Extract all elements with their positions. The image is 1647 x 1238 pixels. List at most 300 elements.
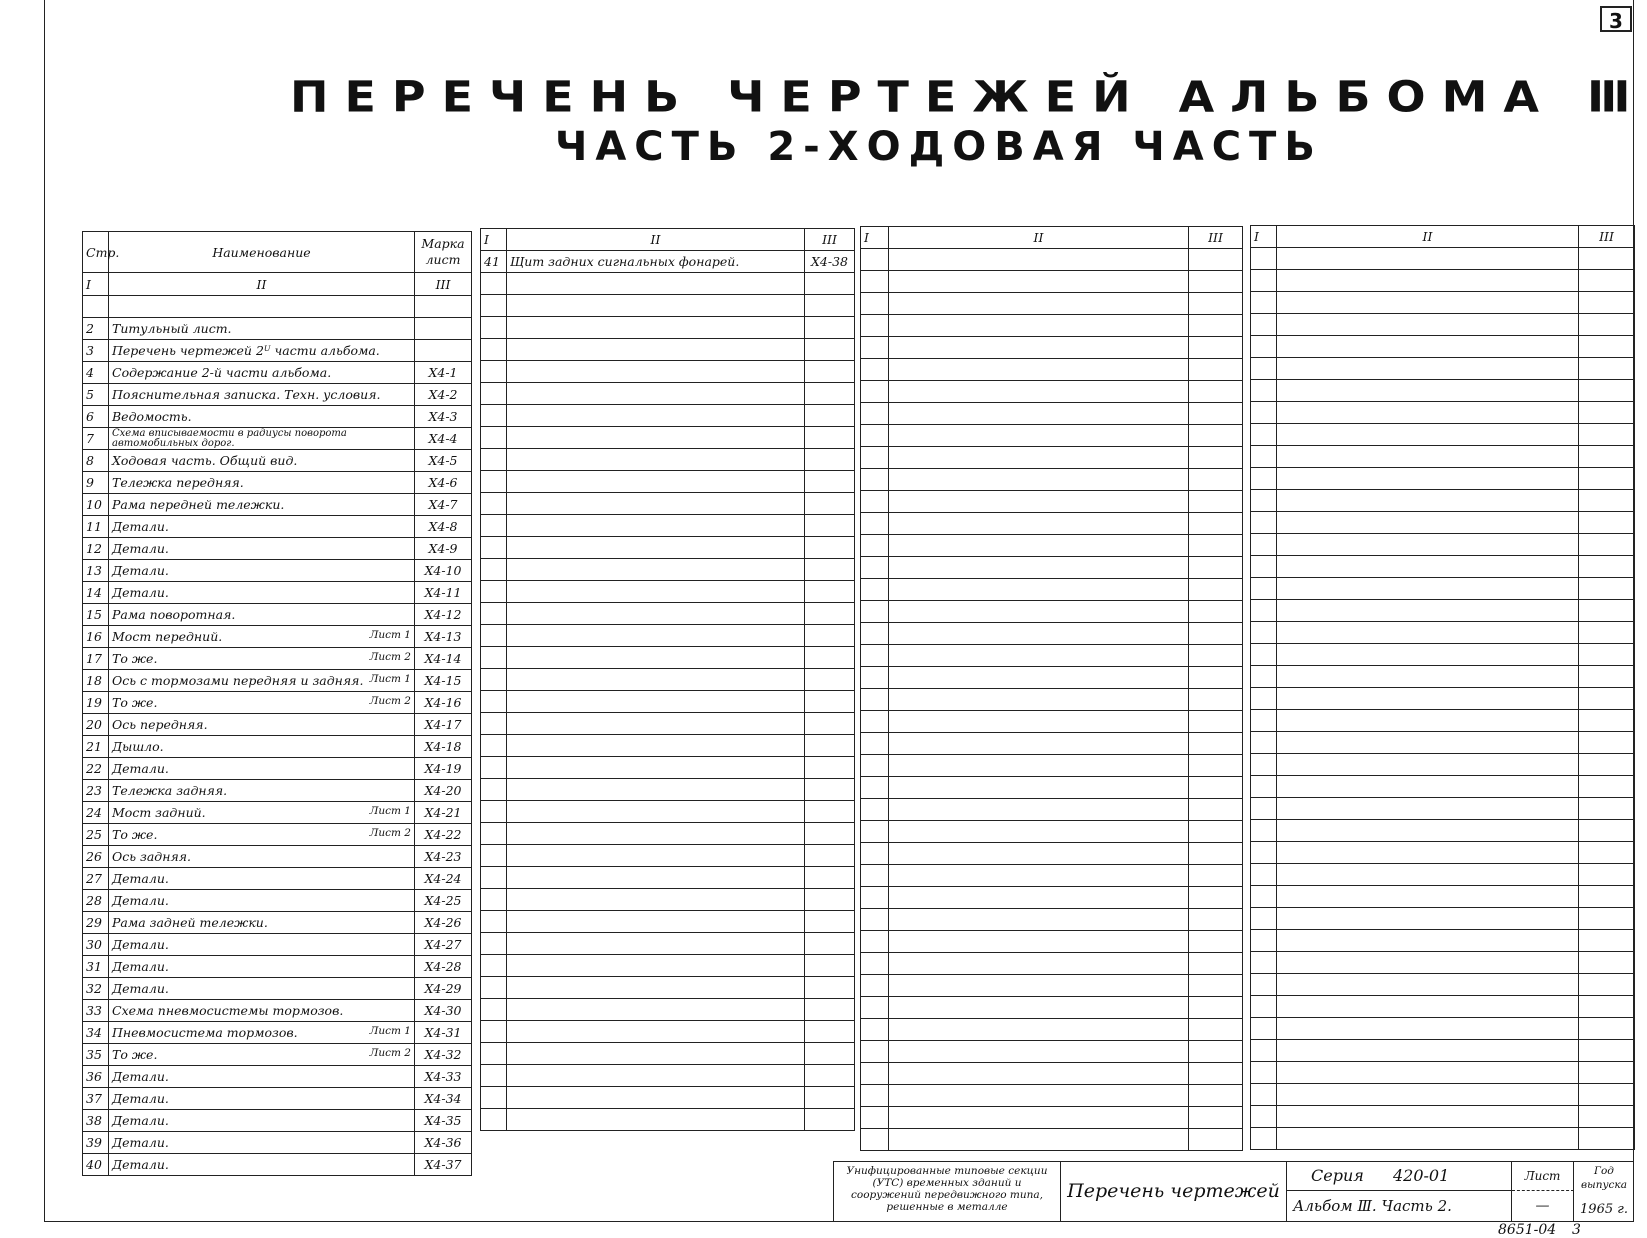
row-mark: X4-2 [415, 384, 472, 406]
row-page-number: 23 [83, 780, 109, 802]
row-name [1277, 248, 1579, 270]
row-mark: X4-27 [415, 934, 472, 956]
row-page-number: 19 [83, 692, 109, 714]
table-row [481, 559, 855, 581]
row-name [889, 1041, 1189, 1063]
row-page-number: 12 [83, 538, 109, 560]
row-name [1277, 952, 1579, 974]
row-name-text: Детали. [112, 871, 169, 886]
row-name [1277, 314, 1579, 336]
table-row [481, 801, 855, 823]
row-page-number [861, 645, 889, 667]
row-name [109, 978, 415, 1000]
row-mark [805, 471, 855, 493]
row-mark: X4-14 [415, 648, 472, 670]
row-name-text: Детали. [112, 519, 169, 534]
table-row [1251, 556, 1635, 578]
row-page-number: 16 [83, 626, 109, 648]
row-name [507, 933, 805, 955]
table-row [1251, 1128, 1635, 1150]
row-name [507, 559, 805, 581]
row-mark [1579, 644, 1635, 666]
drawings-table-2 [480, 228, 855, 1131]
table-row [861, 1063, 1243, 1085]
row-name [1277, 578, 1579, 600]
row-mark [1189, 403, 1243, 425]
row-mark [805, 911, 855, 933]
row-name [1277, 336, 1579, 358]
row-mark: X4-16 [415, 692, 472, 714]
row-page-number [861, 821, 889, 843]
row-page-number: 32 [83, 978, 109, 1000]
row-name [109, 362, 415, 384]
row-name-text: Детали. [112, 893, 169, 908]
roman-2: II [507, 229, 805, 251]
row-name [1277, 864, 1579, 886]
row-name [507, 603, 805, 625]
row-mark [415, 296, 472, 318]
table-row [1251, 842, 1635, 864]
row-name [109, 626, 415, 648]
row-mark [1189, 579, 1243, 601]
row-page-number [861, 293, 889, 315]
table-row [83, 538, 472, 560]
row-sheet-note: Лист 2 [369, 827, 411, 839]
table-row [83, 736, 472, 758]
table-row [861, 337, 1243, 359]
row-mark [1189, 293, 1243, 315]
row-name [1277, 688, 1579, 710]
row-page-number [481, 493, 507, 515]
row-name [109, 1110, 415, 1132]
row-name [889, 623, 1189, 645]
table-roman-row [1251, 226, 1635, 248]
row-page-number: 7 [83, 428, 109, 450]
row-page-number [861, 777, 889, 799]
table-row [1251, 314, 1635, 336]
row-page-number [861, 601, 889, 623]
stamp-album: Альбом Ⅲ. Часть 2. [1287, 1191, 1512, 1221]
table-row [481, 977, 855, 999]
table-row [861, 293, 1243, 315]
table-row [481, 273, 855, 295]
roman-1: I [861, 227, 889, 249]
row-page-number [1251, 666, 1277, 688]
row-name [507, 471, 805, 493]
table-row [861, 909, 1243, 931]
row-page-number [481, 823, 507, 845]
row-page-number: 24 [83, 802, 109, 824]
table-row [1251, 754, 1635, 776]
row-name [1277, 380, 1579, 402]
row-name [889, 491, 1189, 513]
table-row [83, 780, 472, 802]
row-mark [805, 889, 855, 911]
row-mark [805, 625, 855, 647]
table-row [83, 362, 472, 384]
row-name [507, 1043, 805, 1065]
row-name [507, 339, 805, 361]
row-name [1277, 1128, 1579, 1150]
table-row [861, 403, 1243, 425]
row-name [109, 538, 415, 560]
row-name [507, 823, 805, 845]
table-row [481, 889, 855, 911]
document-subtitle: ЧАСТЬ 2-ХОДОВАЯ ЧАСТЬ [555, 124, 1323, 170]
row-page-number: 8 [83, 450, 109, 472]
row-mark [1189, 667, 1243, 689]
table-roman-row [861, 227, 1243, 249]
row-name-text: Рама поворотная. [112, 607, 236, 622]
table-row [1251, 798, 1635, 820]
table-row [1251, 710, 1635, 732]
table-row [1251, 1106, 1635, 1128]
row-mark [1579, 578, 1635, 600]
stamp-year-value: 1965 г. [1580, 1202, 1628, 1217]
row-page-number [481, 295, 507, 317]
row-name [507, 515, 805, 537]
table-row [83, 1088, 472, 1110]
row-mark [1189, 1041, 1243, 1063]
row-name-text: Рама передней тележки. [112, 497, 285, 512]
row-name [889, 777, 1189, 799]
row-name-text: Схема пневмосистемы тормозов. [112, 1003, 344, 1018]
row-mark [1189, 931, 1243, 953]
table-row [1251, 424, 1635, 446]
row-name-text: Пояснительная записка. Техн. условия. [112, 387, 381, 402]
row-name [109, 780, 415, 802]
row-name [507, 977, 805, 999]
header-mark-col: Марка лист [415, 232, 472, 273]
table-row [481, 383, 855, 405]
row-name-text: Детали. [112, 937, 169, 952]
drawings-table-1 [82, 231, 472, 1176]
row-mark [805, 757, 855, 779]
row-name-text: Тележка передняя. [112, 475, 244, 490]
table-row [861, 623, 1243, 645]
row-page-number [481, 361, 507, 383]
row-sheet-note: Лист 1 [369, 629, 411, 641]
row-page-number [481, 317, 507, 339]
header-page-col: Стр. [83, 232, 109, 273]
table-row [481, 1065, 855, 1087]
table-row [1251, 1040, 1635, 1062]
table-row [481, 735, 855, 757]
table-row [861, 931, 1243, 953]
row-page-number: 6 [83, 406, 109, 428]
table-row [1251, 930, 1635, 952]
row-name-text: Детали. [112, 585, 169, 600]
row-mark [1189, 249, 1243, 271]
row-sheet-note: Лист 1 [369, 805, 411, 817]
row-name [1277, 776, 1579, 798]
row-name [889, 315, 1189, 337]
table-row [481, 757, 855, 779]
row-mark [1579, 336, 1635, 358]
row-page-number [1251, 710, 1277, 732]
row-page-number [861, 1085, 889, 1107]
row-page-number [481, 691, 507, 713]
row-page-number [861, 535, 889, 557]
row-name [1277, 446, 1579, 468]
row-page-number [1251, 600, 1277, 622]
row-name-text: То же. [112, 695, 158, 710]
row-name [1277, 534, 1579, 556]
row-name [889, 425, 1189, 447]
row-name [1277, 820, 1579, 842]
row-mark [805, 977, 855, 999]
row-page-number [1251, 1018, 1277, 1040]
row-mark [1579, 996, 1635, 1018]
row-mark [1189, 777, 1243, 799]
header-name-col: Наименование [109, 232, 415, 273]
row-name [889, 249, 1189, 271]
table-row [481, 845, 855, 867]
row-page-number [861, 755, 889, 777]
row-page-number [481, 559, 507, 581]
row-mark [1579, 952, 1635, 974]
row-name [109, 714, 415, 736]
row-page-number [1251, 1128, 1277, 1150]
table-row [861, 887, 1243, 909]
table-header-row [83, 232, 472, 273]
row-name [507, 691, 805, 713]
row-page-number [481, 933, 507, 955]
row-page-number: 13 [83, 560, 109, 582]
row-name [1277, 1084, 1579, 1106]
drawings-table-3 [860, 226, 1243, 1151]
row-name [109, 670, 415, 692]
row-mark: X4-6 [415, 472, 472, 494]
row-mark [1579, 512, 1635, 534]
row-mark [1579, 842, 1635, 864]
row-mark [1189, 821, 1243, 843]
row-page-number: 2 [83, 318, 109, 340]
row-mark [805, 1087, 855, 1109]
table-row [83, 692, 472, 714]
drawings-table-4 [1250, 225, 1635, 1150]
row-mark [805, 867, 855, 889]
row-name [507, 779, 805, 801]
row-page-number [861, 931, 889, 953]
row-page-number [1251, 336, 1277, 358]
row-page-number [861, 1129, 889, 1151]
row-name [1277, 424, 1579, 446]
table-row [481, 251, 855, 273]
row-page-number [861, 249, 889, 271]
row-page-number [481, 713, 507, 735]
table-row [1251, 886, 1635, 908]
row-name [1277, 974, 1579, 996]
row-name [109, 318, 415, 340]
table-row [861, 975, 1243, 997]
row-page-number [1251, 776, 1277, 798]
table-row [861, 315, 1243, 337]
row-mark [805, 317, 855, 339]
row-mark [1189, 337, 1243, 359]
table-row [1251, 776, 1635, 798]
table-row [481, 471, 855, 493]
row-name-text: Схема вписываемости в радиусы поворота автомобильных дорог. [112, 427, 347, 449]
row-name [889, 689, 1189, 711]
table-row [1251, 820, 1635, 842]
row-mark: X4-35 [415, 1110, 472, 1132]
table-row [83, 560, 472, 582]
table-row [861, 645, 1243, 667]
row-name [889, 1129, 1189, 1151]
row-name [1277, 600, 1579, 622]
row-mark [1189, 799, 1243, 821]
document-title: ПЕРЕЧЕНЬ ЧЕРТЕЖЕЙ АЛЬБОМА Ⅲ [290, 72, 1647, 122]
row-name-text: Ось передняя. [112, 717, 208, 732]
row-page-number [1251, 270, 1277, 292]
row-name [1277, 1018, 1579, 1040]
row-mark [805, 515, 855, 537]
row-mark [805, 779, 855, 801]
table-row [861, 249, 1243, 271]
row-page-number [1251, 864, 1277, 886]
row-mark: X4-34 [415, 1088, 472, 1110]
table-roman-row [83, 273, 472, 296]
row-mark [1189, 689, 1243, 711]
row-name-text: Содержание 2-й части альбома. [112, 365, 332, 380]
footer-code: 8651-04 [1498, 1222, 1557, 1238]
row-page-number [1251, 732, 1277, 754]
row-name [889, 403, 1189, 425]
row-mark: X4-1 [415, 362, 472, 384]
row-page-number [481, 405, 507, 427]
row-name [109, 1066, 415, 1088]
row-name [889, 535, 1189, 557]
row-name-text: Ведомость. [112, 409, 192, 424]
row-mark: X4-29 [415, 978, 472, 1000]
row-name [889, 579, 1189, 601]
row-name [889, 447, 1189, 469]
row-mark [1579, 974, 1635, 996]
row-mark [1189, 601, 1243, 623]
table-row [83, 340, 472, 362]
row-mark [805, 427, 855, 449]
row-mark: X4-11 [415, 582, 472, 604]
row-name [109, 340, 415, 362]
table-row [83, 582, 472, 604]
row-mark [1189, 491, 1243, 513]
row-page-number: 37 [83, 1088, 109, 1110]
row-page-number [1251, 622, 1277, 644]
row-name-text: Ось с тормозами передняя и задняя. [112, 673, 364, 688]
table-row [861, 601, 1243, 623]
row-mark [1579, 930, 1635, 952]
row-name [507, 537, 805, 559]
table-row [861, 271, 1243, 293]
table-row [481, 317, 855, 339]
row-name-text: Детали. [112, 981, 169, 996]
row-mark [1189, 359, 1243, 381]
table-row [481, 999, 855, 1021]
row-page-number [1251, 1084, 1277, 1106]
row-name [109, 1022, 415, 1044]
table-row [83, 934, 472, 956]
row-mark [1579, 1018, 1635, 1040]
row-mark [805, 801, 855, 823]
row-mark [805, 537, 855, 559]
table-row [1251, 688, 1635, 710]
table-row [1251, 974, 1635, 996]
row-page-number: 17 [83, 648, 109, 670]
table-row [861, 491, 1243, 513]
row-page-number: 35 [83, 1044, 109, 1066]
row-name [109, 406, 415, 428]
row-mark [1579, 886, 1635, 908]
roman-2: II [1277, 226, 1579, 248]
row-mark [1579, 1106, 1635, 1128]
row-page-number: 36 [83, 1066, 109, 1088]
row-page-number [1251, 424, 1277, 446]
row-name-text: Мост задний. [112, 805, 206, 820]
row-sheet-note: Лист 2 [369, 1047, 411, 1059]
row-mark [805, 1043, 855, 1065]
row-page-number [861, 997, 889, 1019]
row-name [1277, 358, 1579, 380]
row-name [109, 560, 415, 582]
row-mark [805, 647, 855, 669]
row-page-number: 30 [83, 934, 109, 956]
row-page-number [481, 669, 507, 691]
row-mark [1189, 711, 1243, 733]
row-name-text: Детали. [112, 1157, 169, 1172]
row-page-number: 40 [83, 1154, 109, 1176]
table-row [83, 912, 472, 934]
row-mark [1189, 645, 1243, 667]
row-page-number [861, 909, 889, 931]
row-name-text: Рама задней тележки. [112, 915, 268, 930]
row-mark: X4-32 [415, 1044, 472, 1066]
table-row [861, 689, 1243, 711]
row-page-number [861, 271, 889, 293]
row-mark: X4-33 [415, 1066, 472, 1088]
row-name-text: То же. [112, 1047, 158, 1062]
row-page-number [861, 887, 889, 909]
table-row [481, 427, 855, 449]
row-name [889, 733, 1189, 755]
row-name [109, 868, 415, 890]
row-name [109, 604, 415, 626]
row-name [1277, 1040, 1579, 1062]
row-name [109, 824, 415, 846]
row-page-number [481, 911, 507, 933]
table-row [83, 604, 472, 626]
row-name [109, 472, 415, 494]
row-name [1277, 754, 1579, 776]
row-mark: X4-22 [415, 824, 472, 846]
row-name [507, 955, 805, 977]
row-page-number [481, 801, 507, 823]
row-page-number [1251, 380, 1277, 402]
row-mark [1189, 1129, 1243, 1151]
row-page-number [861, 447, 889, 469]
row-name [507, 449, 805, 471]
row-name [507, 383, 805, 405]
row-page-number [861, 381, 889, 403]
row-page-number [481, 625, 507, 647]
row-mark [1579, 688, 1635, 710]
row-name [507, 669, 805, 691]
row-name [507, 405, 805, 427]
row-page-number [861, 491, 889, 513]
table-row [83, 758, 472, 780]
table-row [1251, 534, 1635, 556]
row-page-number [1251, 798, 1277, 820]
